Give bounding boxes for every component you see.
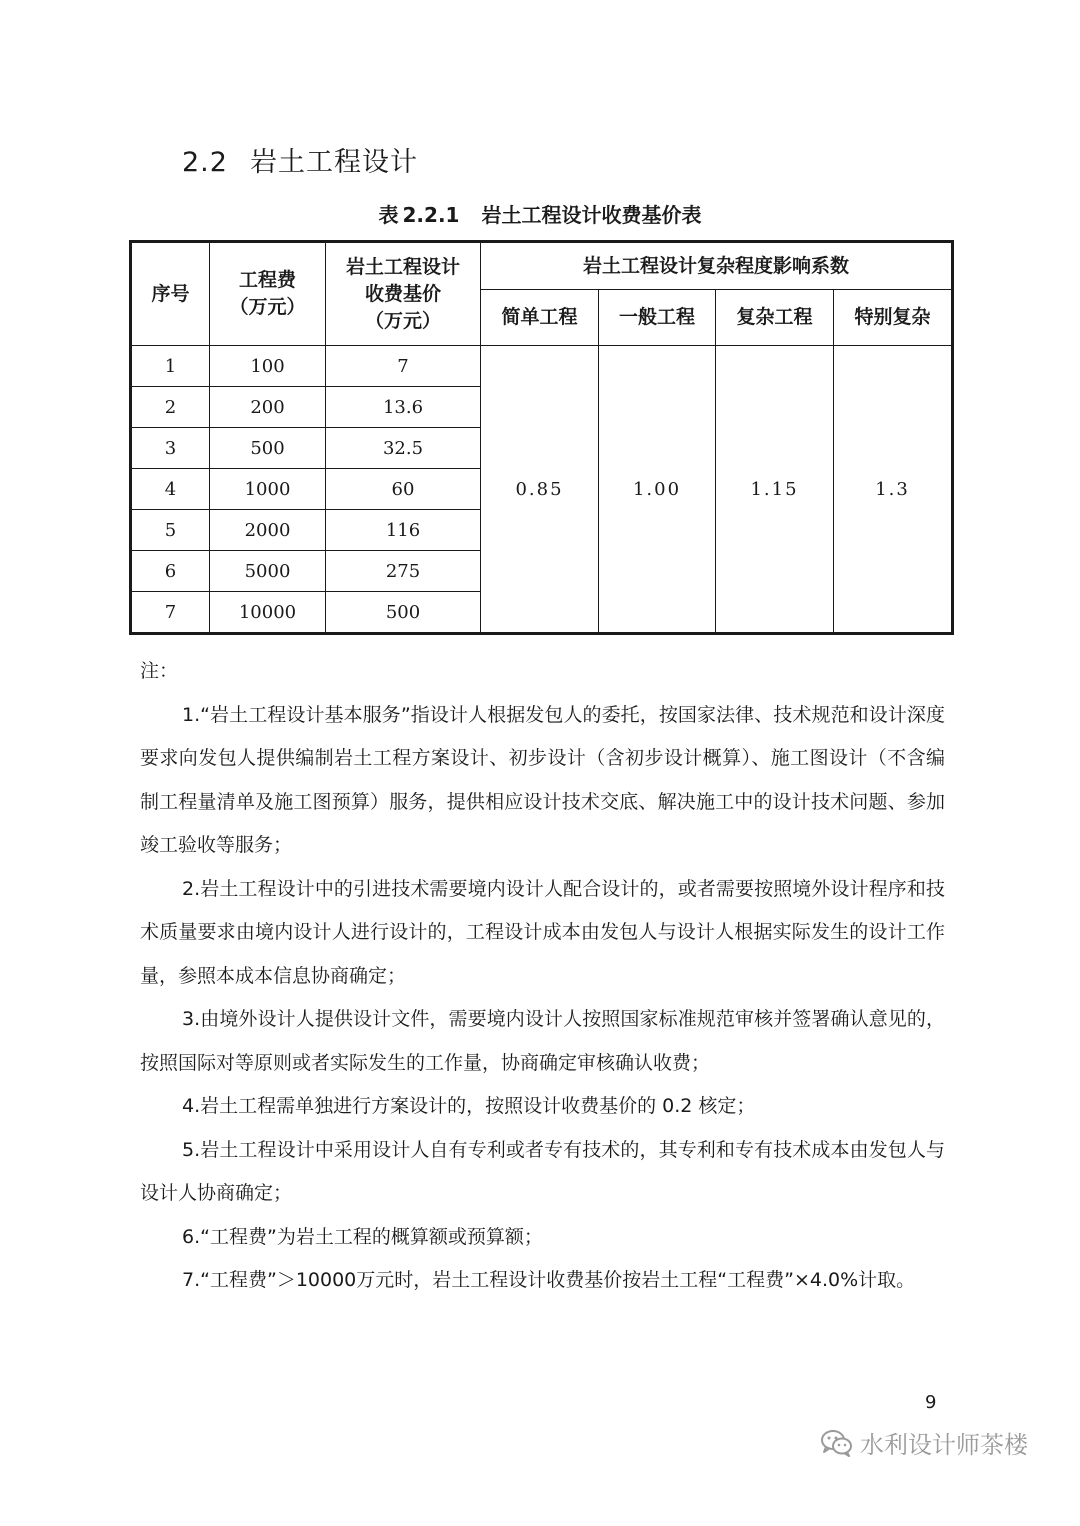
table-caption-title: 岩土工程设计收费基价表 bbox=[481, 203, 702, 227]
note-item: 2.岩土工程设计中的引进技术需要境内设计人配合设计的，或者需要按照境外设计程序和技术质量要求由境内设计人进行设计的，工程设计成本由发包人与设计人根据实际发生的设计工作量，参照本成本信息协商确定； bbox=[140, 877, 945, 987]
section-title: 岩土工程设计 bbox=[249, 147, 418, 178]
header-coefficient-group: 岩土工程设计复杂程度影响系数 bbox=[481, 242, 953, 290]
cell-seq: 1 bbox=[131, 346, 210, 387]
cell-fee: 500 bbox=[210, 428, 326, 469]
header-fee: 工程费 （万元） bbox=[210, 242, 326, 346]
notes-section bbox=[140, 650, 945, 1303]
watermark-text: 水利设计师茶楼 bbox=[860, 1431, 1028, 1459]
header-complex: 复杂工程 bbox=[716, 290, 834, 346]
cell-coef-complex: 1.15 bbox=[716, 346, 834, 634]
header-special: 特别复杂 bbox=[834, 290, 953, 346]
header-seq: 序号 bbox=[131, 242, 210, 346]
note-item: 3.由境外设计人提供设计文件，需要境内设计人按照国家标准规范审核并签署确认意见的，按照国际对等原则或者实际发生的工作量，协商确定审核确认收费； bbox=[140, 1008, 945, 1074]
cell-coef-general: 1.00 bbox=[599, 346, 716, 634]
note-item: 5.岩土工程设计中采用设计人自有专利或者专有技术的，其专利和专有技术成本由发包人与设计人协商确定； bbox=[140, 1138, 945, 1204]
page-number: 9 bbox=[925, 1392, 937, 1413]
watermark bbox=[820, 1425, 1028, 1460]
table-caption-number: 2.2.1 bbox=[402, 203, 460, 227]
cell-fee: 200 bbox=[210, 387, 326, 428]
cell-seq: 3 bbox=[131, 428, 210, 469]
table-row bbox=[131, 346, 953, 387]
cell-coef-simple: 0.85 bbox=[481, 346, 599, 634]
section-heading bbox=[182, 140, 418, 179]
note-item: 7.“工程费”＞10000万元时，岩土工程设计收费基价按岩土工程“工程费”×4.0%计取。 bbox=[182, 1269, 916, 1291]
fee-table bbox=[129, 240, 954, 635]
cell-fee: 1000 bbox=[210, 469, 326, 510]
notes-label: 注： bbox=[140, 660, 179, 682]
cell-seq: 4 bbox=[131, 469, 210, 510]
cell-seq: 2 bbox=[131, 387, 210, 428]
note-item: 4.岩土工程需单独进行方案设计的，按照设计收费基价的 0.2 核定； bbox=[182, 1095, 756, 1117]
cell-coef-special: 1.3 bbox=[834, 346, 953, 634]
wechat-icon bbox=[820, 1429, 854, 1457]
cell-base-price: 7 bbox=[326, 346, 481, 387]
header-simple: 简单工程 bbox=[481, 290, 599, 346]
cell-fee: 10000 bbox=[210, 592, 326, 634]
table-caption-prefix: 表 bbox=[378, 203, 399, 227]
section-number: 2.2 bbox=[182, 147, 228, 178]
header-general: 一般工程 bbox=[599, 290, 716, 346]
cell-fee: 2000 bbox=[210, 510, 326, 551]
cell-fee: 100 bbox=[210, 346, 326, 387]
table-header-row bbox=[131, 242, 953, 290]
cell-base-price: 500 bbox=[326, 592, 481, 634]
note-item: 6.“工程费”为岩土工程的概算额或预算额； bbox=[182, 1225, 543, 1248]
cell-base-price: 60 bbox=[326, 469, 481, 510]
cell-base-price: 275 bbox=[326, 551, 481, 592]
cell-base-price: 13.6 bbox=[326, 387, 481, 428]
cell-base-price: 32.5 bbox=[326, 428, 481, 469]
cell-fee: 5000 bbox=[210, 551, 326, 592]
note-item: 1.“岩土工程设计基本服务”指设计人根据发包人的委托，按国家法律、技术规范和设计深度要求向发包人提供编制岩土工程方案设计、初步设计（含初步设计概算）、施工图设计（不含编制工程量清单及施工图预算）服务，提供相应设计技术交底、解决施工中的设计技术问题、参加竣工验收等服务； bbox=[140, 703, 945, 856]
header-base-price: 岩土工程设计 收费基价 （万元） bbox=[326, 242, 481, 346]
cell-base-price: 116 bbox=[326, 510, 481, 551]
table-caption bbox=[0, 199, 1080, 228]
cell-seq: 6 bbox=[131, 551, 210, 592]
cell-seq: 5 bbox=[131, 510, 210, 551]
cell-seq: 7 bbox=[131, 592, 210, 634]
